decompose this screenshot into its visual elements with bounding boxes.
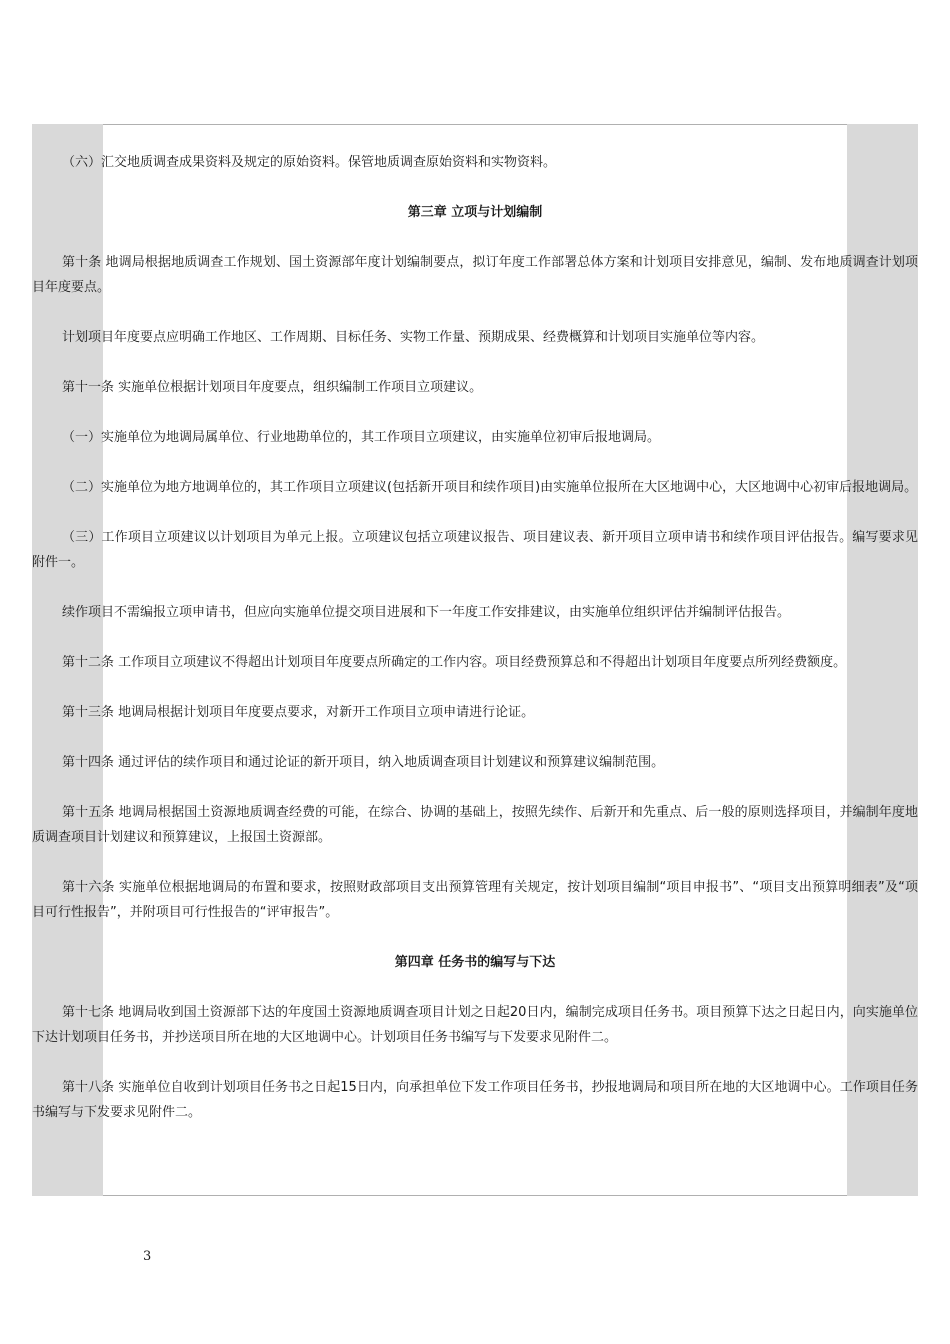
chapter-heading-4: 第四章 任务书的编写与下达 [394,955,556,970]
bottom-border-line [103,1195,847,1196]
article-12: 第十二条 工作项目立项建议不得超出计划项目年度要点所确定的工作内容。项目经费预算总和不得超出计划项目年度要点所列经费额度。 [62,655,847,670]
page-number: 3 [143,1249,152,1264]
chapter-heading-3: 第三章 立项与计划编制 [407,205,543,220]
article-11-item-2: （二）实施单位为地方地调单位的，其工作项目立项建议(包括新开项目和续作项目)由实施单位报所在大区地调中心，大区地调中心初审后报地调局。 [62,480,918,495]
document-body [32,150,918,1150]
article-10: 第十条 地调局根据地质调查工作规划、国土资源部年度计划编制要点，拟订年度工作部署总体方案和计划项目安排意见，编制、发布地质调查计划项目年度要点。 [32,255,918,295]
paragraph-item-6: （六）汇交地质调查成果资料及规定的原始资料。保管地质调查原始资料和实物资料。 [62,155,557,170]
continuation-project-note: 续作项目不需编报立项申请书，但应向实施单位提交项目进展和下一年度工作安排建议，由实施单位组织评估并编制评估报告。 [62,605,791,620]
article-16: 第十六条 实施单位根据地调局的布置和要求，按照财政部项目支出预算管理有关规定，按计划项目编制“项目申报书”、“项目支出预算明细表”及“项目可行性报告”，并附项目可行性报告的“评审报告”。 [32,880,918,920]
article-11: 第十一条 实施单位根据计划项目年度要点，组织编制工作项目立项建议。 [62,380,483,395]
article-17: 第十七条 地调局收到国土资源部下达的年度国土资源地质调查项目计划之日起20日内，编制完成项目任务书。项目预算下达之日起日内，向实施单位下达计划项目任务书，并抄送项目所在地的大区地调中心。计划项目任务书编写与下发要求见附件二。 [32,1005,918,1045]
article-11-item-3: （三）工作项目立项建议以计划项目为单元上报。立项建议包括立项建议报告、项目建议表、新开项目立项申请书和续作项目评估报告。编写要求见附件一。 [32,530,918,570]
article-18: 第十八条 实施单位自收到计划项目任务书之日起15日内，向承担单位下发工作项目任务书，抄报地调局和项目所在地的大区地调中心。工作项目任务书编写与下发要求见附件二。 [32,1080,918,1120]
article-15: 第十五条 地调局根据国土资源地质调查经费的可能，在综合、协调的基础上，按照先续作、后新开和先重点、后一般的原则选择项目，并编制年度地质调查项目计划建议和预算建议，上报国土资源部。 [32,805,918,845]
article-11-item-1: （一）实施单位为地调局属单位、行业地勘单位的，其工作项目立项建议，由实施单位初审后报地调局。 [62,430,661,445]
top-border-line [103,124,847,125]
article-10-detail: 计划项目年度要点应明确工作地区、工作周期、目标任务、实物工作量、预期成果、经费概算和计划项目实施单位等内容。 [62,330,765,345]
article-14: 第十四条 通过评估的续作项目和通过论证的新开项目，纳入地质调查项目计划建议和预算建议编制范围。 [62,755,665,770]
article-13: 第十三条 地调局根据计划项目年度要点要求，对新开工作项目立项申请进行论证。 [62,705,535,720]
